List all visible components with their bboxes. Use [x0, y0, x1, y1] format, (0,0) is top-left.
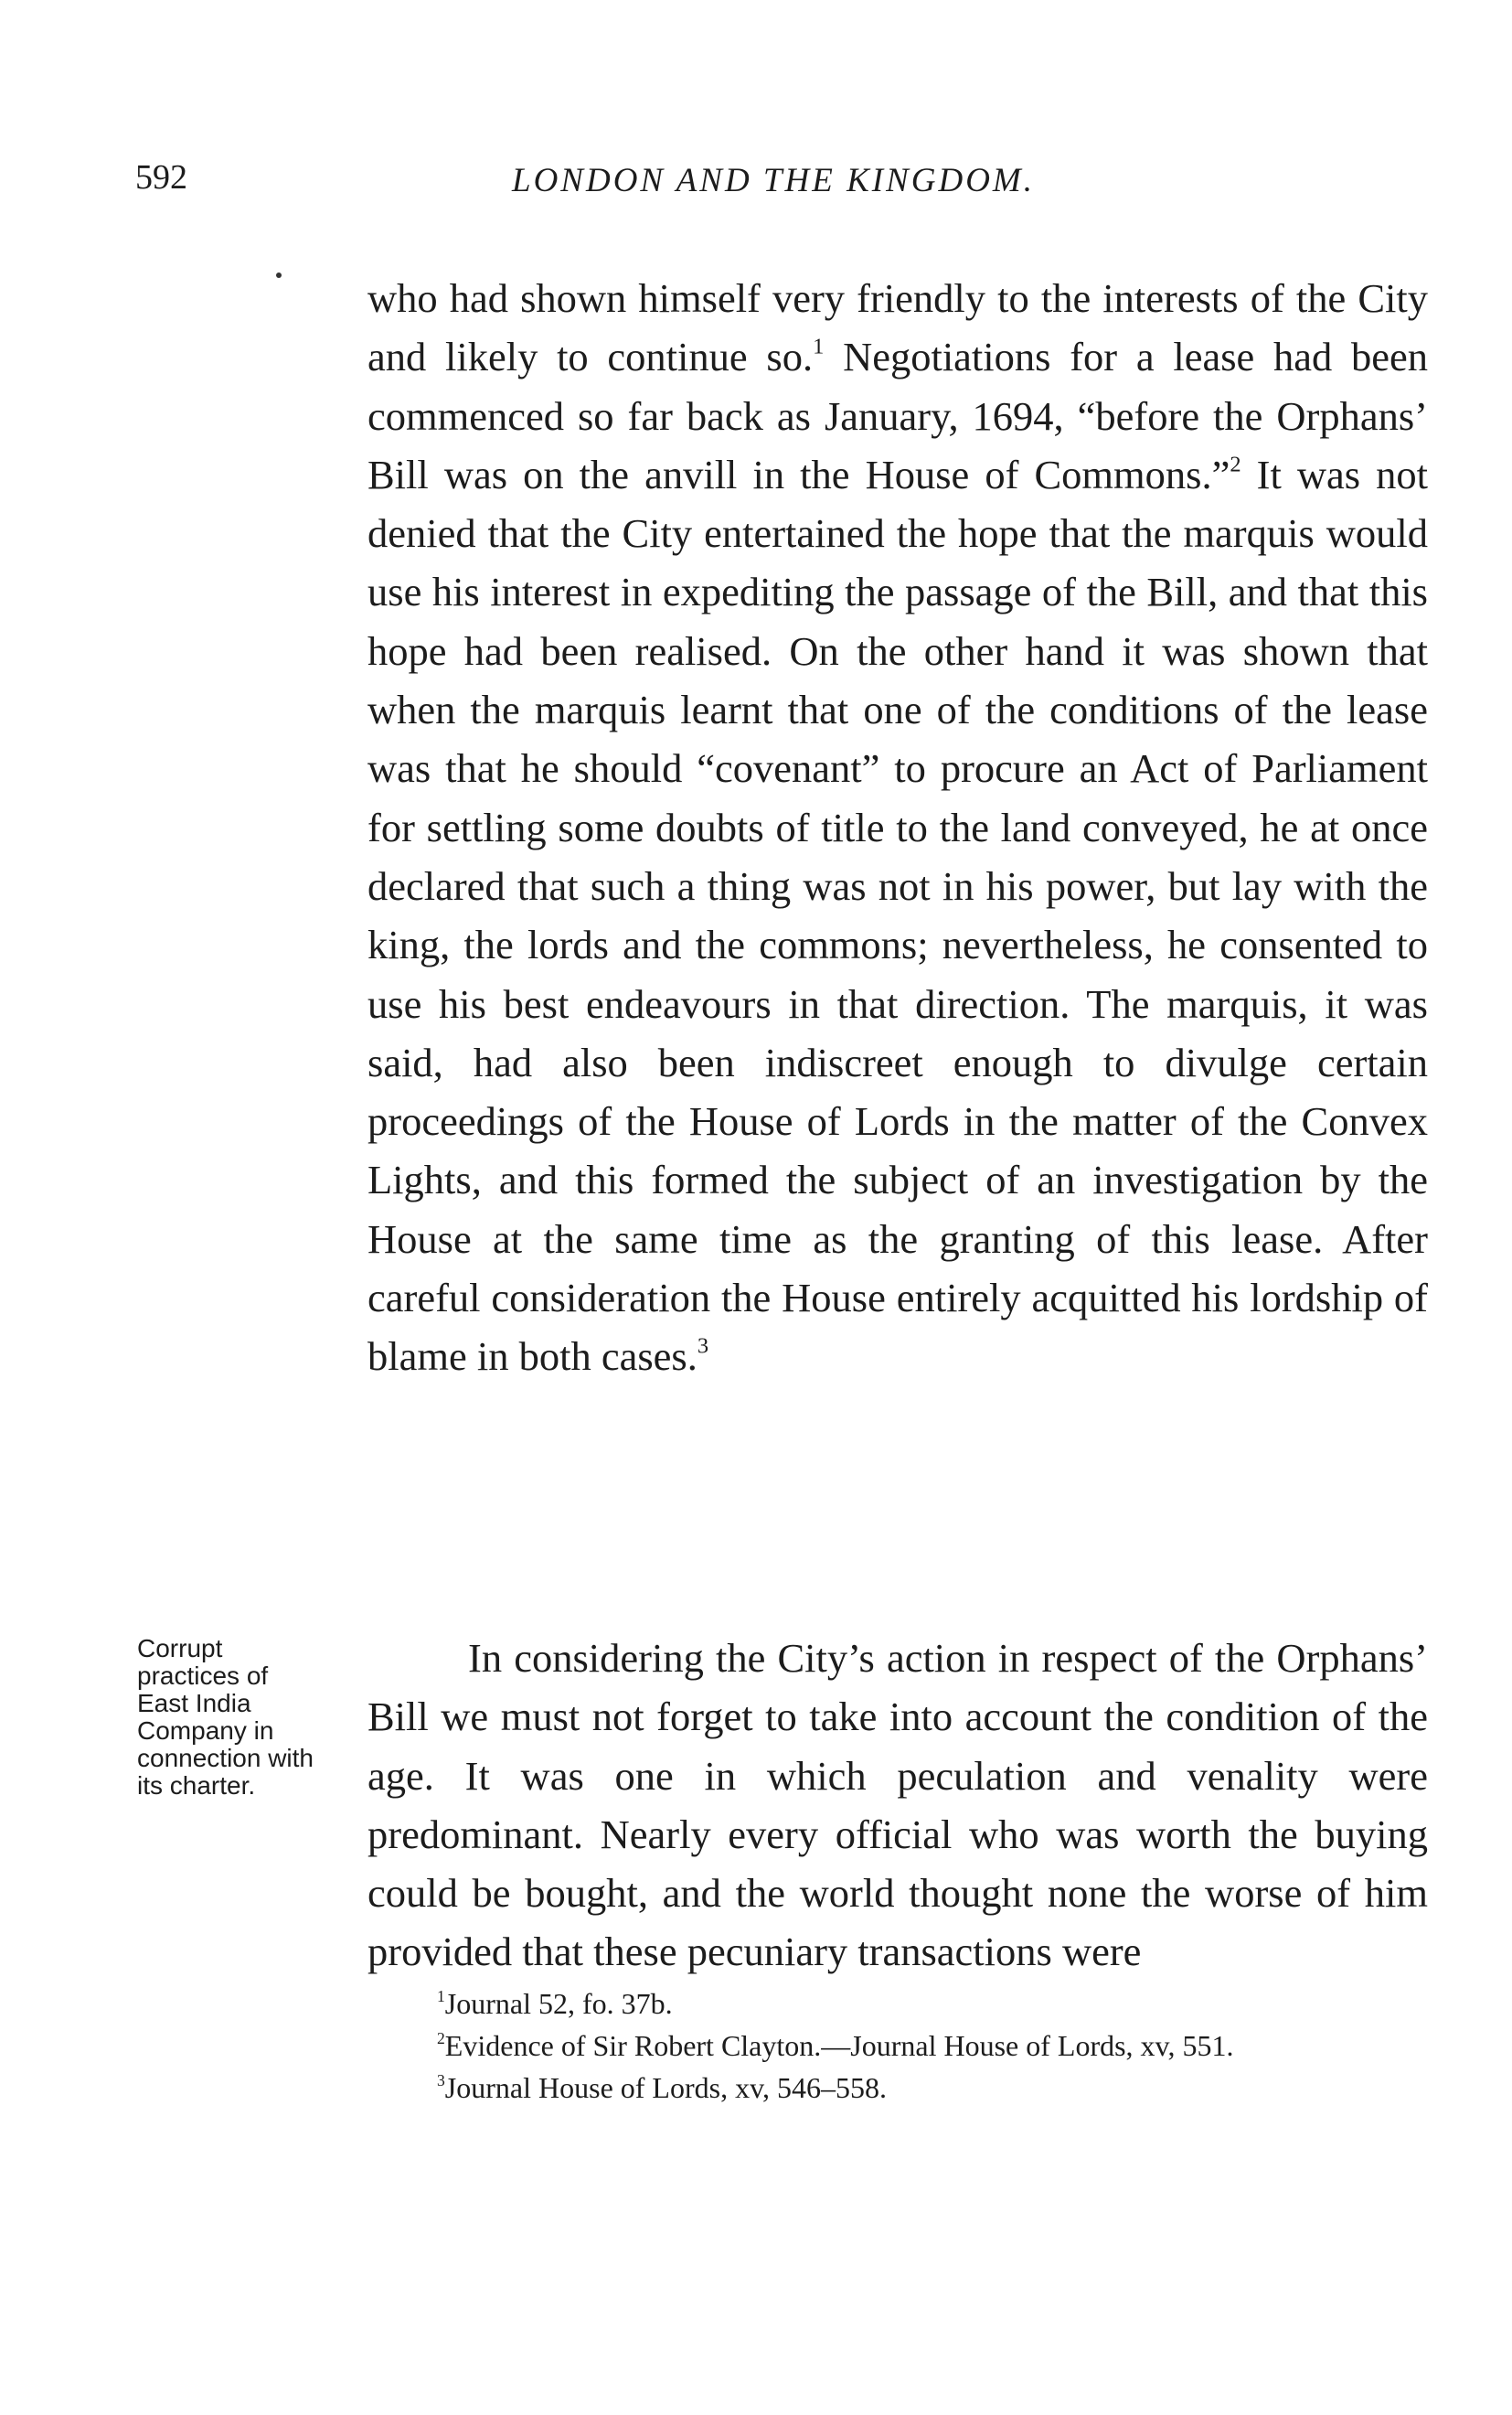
- paragraph-1-text-a: who had shown himself very friendly to the interests of the City and likely to continue so.: [367, 275, 1428, 380]
- footnote-mark: 1: [437, 1986, 445, 2005]
- printer-mark-dot: [276, 272, 282, 278]
- footnote-2: [437, 2025, 1233, 2067]
- footnote-text: Journal 52, fo. 37b.: [444, 1987, 673, 2020]
- footnote-mark: 3: [437, 2070, 445, 2089]
- margin-sidenote: Corrupt practices of East India Company in connection with its charter.: [137, 1634, 314, 1800]
- footnote-text: Evidence of Sir Robert Clayton.—Journal House of Lords, xv, 551.: [444, 2029, 1234, 2062]
- footnote-ref-3: 3: [697, 1334, 709, 1359]
- footnote-text: Journal House of Lords, xv, 546–558.: [444, 2071, 887, 2104]
- paragraph-1-text-b: Negotiations for a lease had been commenced so far back as January, 1694, “before the Orphans’ Bill was on the anvill in the House of Commons.”: [367, 334, 1428, 497]
- running-title: LONDON AND THE KINGDOM.: [512, 162, 1035, 199]
- paragraph-1-text-c: It was not denied that the City entertained the hope that the marquis would use his interest in expediting the passage of the Bill, and that this hope had been realised. On the other hand it was shown that when the marquis learnt that one of the conditions of the lease was that he should “covenant” to procure an Act of Parliament for settling some doubts of title to the land conveyed, he at once declared that such a thing was not in his power, but lay with the king, the lords and the commons; nevertheless, he consented to use his best endeavours in that direction. The marquis, it was said, had also been indiscreet enough to divulge certain proceedings of the House of Lords in the matter of the Convex Lights, and this formed the subject of an investigation by the House at the same time as the granting of this lease. After careful consideration the House entirely acquitted his lordship of blame in both cases.: [367, 451, 1428, 1380]
- body-paragraph-2: In considering the City’s action in respect of the Orphans’ Bill we must not forget to take into account the condition of the age. It was one in which peculation and venality were predominant. Nearly every official who was worth the buying could be bought, and the world thought none the worse of him provided that these pecuniary transactions were: [367, 1635, 1428, 1975]
- footnote-ref-1: 1: [813, 334, 825, 359]
- footnote-ref-2: 2: [1230, 452, 1241, 477]
- footnote-3: [437, 2067, 1233, 2109]
- footnote-1: [437, 1982, 1233, 2025]
- footnotes: [437, 1982, 1233, 2109]
- footnote-mark: 2: [437, 2028, 445, 2047]
- body-paragraph-1: [367, 269, 1428, 1386]
- page-number: 592: [135, 158, 187, 197]
